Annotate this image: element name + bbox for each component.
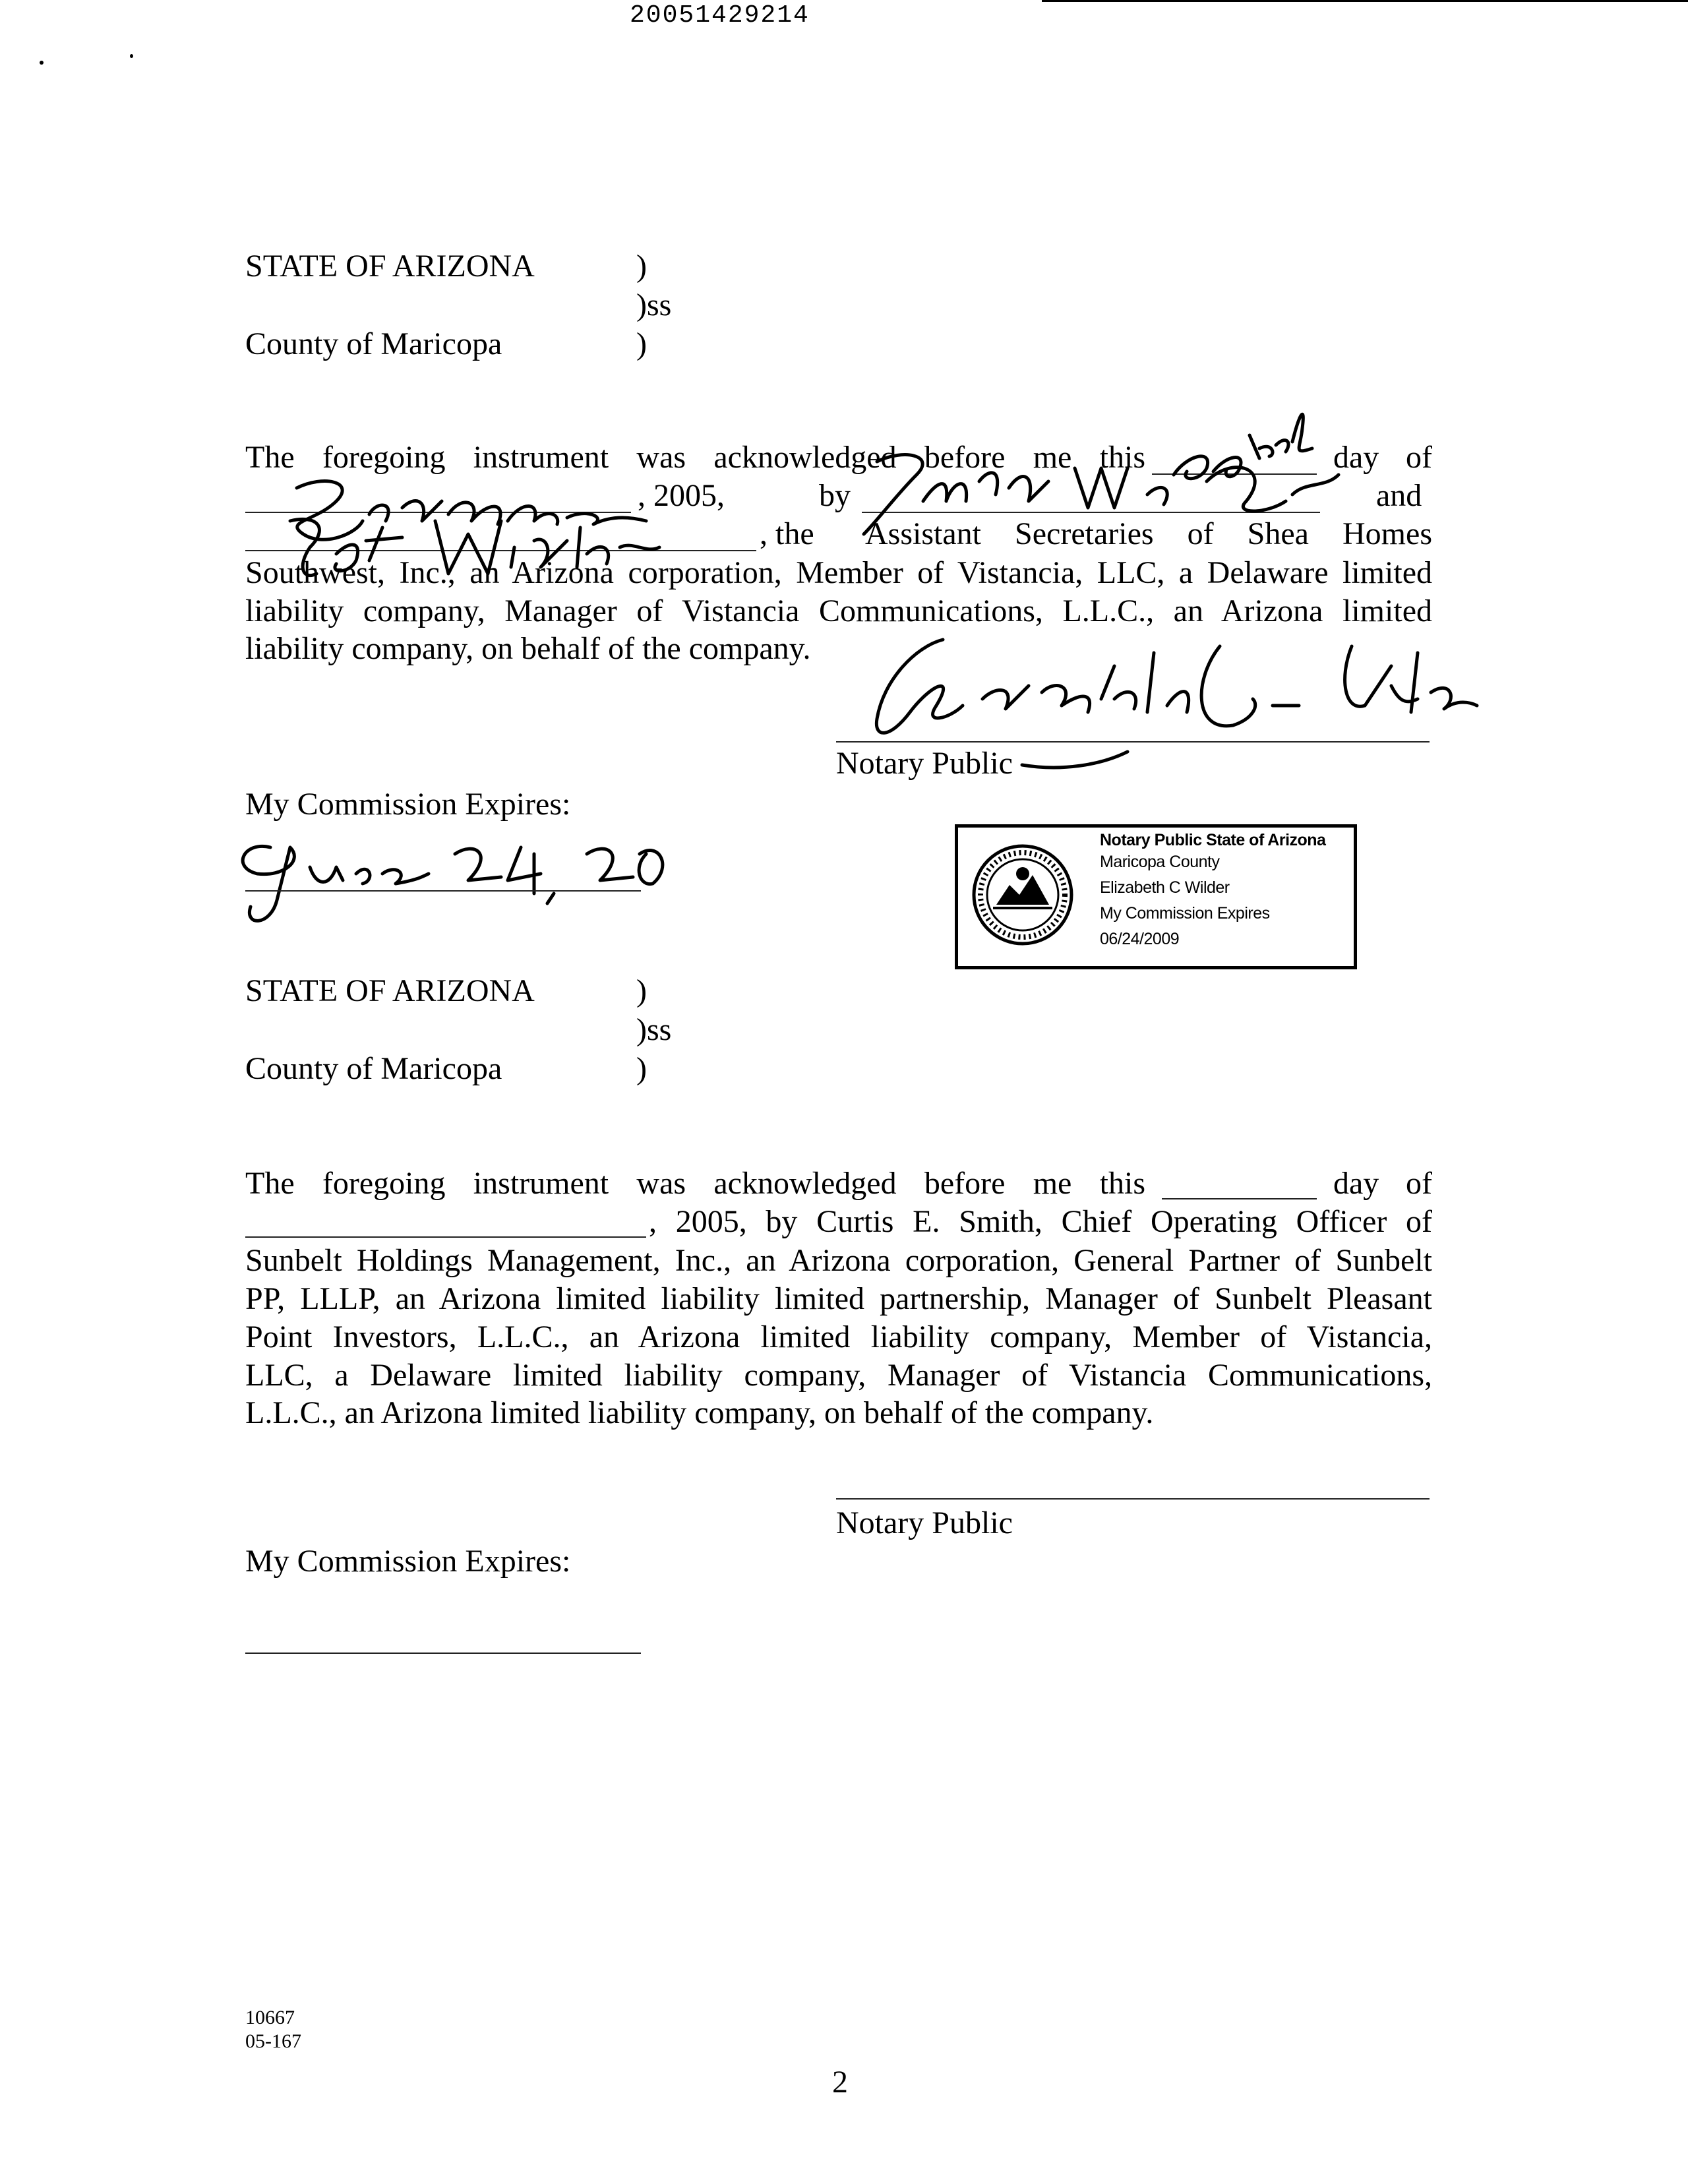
para-text: Southwest, Inc., an Arizona corporation, Member of Vistancia, LLC, a Delaware limited <box>245 555 1432 590</box>
handwritten-signer2 <box>251 501 712 607</box>
month-blank <box>245 1236 646 1238</box>
state-label: STATE OF ARIZONA <box>245 973 535 1008</box>
para-text: Point Investors, L.L.C., an Arizona limited liability company, Member of Vistancia, <box>245 1320 1432 1354</box>
day-blank <box>1162 1198 1317 1199</box>
para-text: The foregoing instrument was acknowledged before me this <box>245 1166 1145 1201</box>
ss-label: )ss <box>636 1012 672 1047</box>
para-text: day of <box>1333 440 1432 475</box>
para-text: The foregoing instrument was acknowledged before me this <box>245 440 1145 475</box>
speck <box>40 61 44 65</box>
state-label: STATE OF ARIZONA <box>245 249 535 284</box>
para-text: day of <box>1333 1166 1432 1201</box>
para-text: L.L.C., an Arizona limited liability company, on behalf of the company. <box>245 1395 1154 1430</box>
ss-label: )ss <box>636 288 672 322</box>
stamp-line: Maricopa County <box>1100 853 1220 871</box>
para-text: by <box>819 478 851 513</box>
notary-public-label: Notary Public <box>836 1505 1013 1540</box>
expiry-line <box>245 1653 641 1654</box>
paren: ) <box>636 326 647 361</box>
expiry-line <box>245 890 641 892</box>
county-label: County of Maricopa <box>245 326 502 361</box>
stamp-line: My Commission Expires <box>1100 904 1270 923</box>
paren: ) <box>636 249 647 284</box>
handwritten-signer1 <box>837 442 1352 547</box>
para-text: PP, LLLP, an Arizona limited liability limited partnership, Manager of Sunbelt Pleasant <box>245 1281 1432 1316</box>
stamp-line: Elizabeth C Wilder <box>1100 878 1230 897</box>
notary-signature-line <box>836 741 1430 743</box>
footer-code: 10667 <box>245 2007 295 2028</box>
footer-code: 05-167 <box>245 2030 301 2052</box>
paren: ) <box>636 1051 647 1086</box>
para-text: liability company, on behalf of the company. <box>245 631 811 666</box>
paren: ) <box>636 973 647 1008</box>
state-seal-icon <box>970 842 1075 948</box>
para-text: Assistant Secretaries of Shea Homes <box>865 516 1432 551</box>
page-number: 2 <box>832 2065 848 2100</box>
para-text: , 2005, by Curtis E. Smith, Chief Operating Officer of <box>649 1204 1432 1239</box>
notary-signature-line <box>836 1498 1430 1500</box>
county-label: County of Maricopa <box>245 1051 502 1086</box>
header-rule <box>1042 0 1688 2</box>
para-text: , the <box>760 516 814 551</box>
para-text: liability company, Manager of Vistancia Communications, L.L.C., an Arizona limited <box>245 593 1432 628</box>
stamp-line: 06/24/2009 <box>1100 930 1180 948</box>
speck <box>130 54 133 58</box>
notary-stamp <box>955 824 1357 969</box>
notary-public-label: Notary Public <box>836 746 1013 781</box>
para-text: and <box>1376 478 1422 513</box>
commission-expires-label: My Commission Expires: <box>245 787 571 822</box>
commission-expires-label: My Commission Expires: <box>245 1544 571 1579</box>
para-text: Sunbelt Holdings Management, Inc., an Arizona corporation, General Partner of Sunbelt <box>245 1243 1432 1278</box>
para-text: LLC, a Delaware limited liability company, Manager of Vistancia Communications, <box>245 1358 1432 1393</box>
handwritten-expiry <box>218 828 679 933</box>
para-text: , 2005, <box>638 478 725 513</box>
document-id: 20051429214 <box>630 1 810 30</box>
stamp-line: Notary Public State of Arizona <box>1100 831 1326 849</box>
